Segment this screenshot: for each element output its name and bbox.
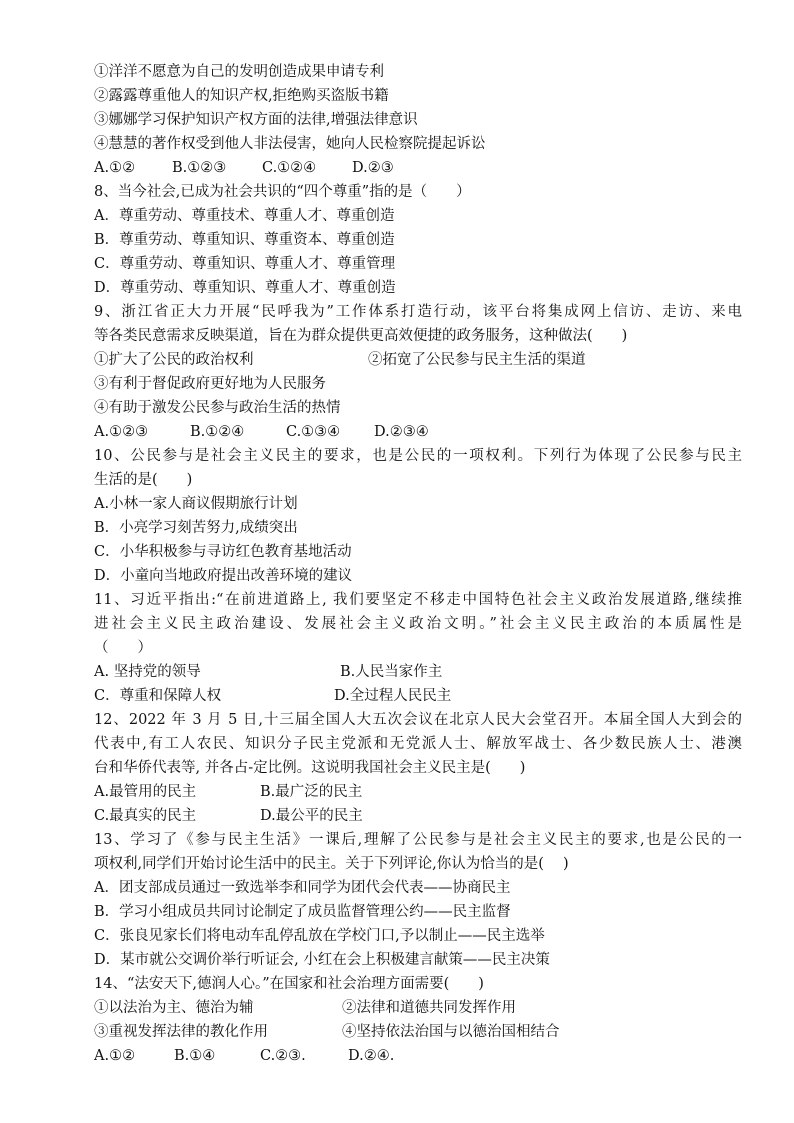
q10-option-d: D．小童向当地政府提出改善环境的建议 xyxy=(94,568,353,584)
q11-stem-line1: 11、习近平指出:“在前进道路上, 我们要坚定不移走中国特色社会主义政治发展道路,继续推 xyxy=(94,592,742,608)
q9-choice-b: B.①②④ xyxy=(190,424,245,440)
q14-choice-b: B.①④ xyxy=(174,1048,216,1064)
q8-option-b: B．尊重劳动、尊重知识、尊重资本、尊重创造 xyxy=(94,232,395,248)
q11-option-c: C．尊重和保障人权 xyxy=(94,688,222,704)
q13-stem-line2: 项权利,同学们开始讨论生活中的民主。关于下列评论,你认为恰当的是( ) xyxy=(94,856,569,872)
q7-choice-a: A.①② xyxy=(94,160,136,176)
q7-choices xyxy=(94,158,394,178)
q13-option-a: A．团支部成员通过一致选举李和同学为团代会代表——协商民主 xyxy=(94,880,511,896)
q10-option-b: B．小亮学习刻苦努力,成绩突出 xyxy=(94,520,298,536)
q8-option-a: A．尊重劳动、尊重技术、尊重人才、尊重创造 xyxy=(94,208,395,224)
q7-choice-d: D.②③ xyxy=(352,160,394,176)
q9-option-1: ①扩大了公民的政治权利 xyxy=(94,352,254,368)
q9-option-3: ③有利于督促政府更好地为人民服务 xyxy=(94,376,326,392)
q14-option-row2 xyxy=(94,1022,560,1042)
q8-option-c: C．尊重劳动、尊重知识、尊重人才、尊重管理 xyxy=(94,256,396,272)
q8-stem: 8、当今社会,已成为社会共识的“四个尊重”指的是（ ） xyxy=(94,184,471,200)
q9-stem-line1: 9、浙江省正大力开展“民呼我为”工作体系打造行动，该平台将集成网上信访、走访、来电 xyxy=(94,304,742,320)
q14-choice-c: C.②③. xyxy=(260,1048,306,1064)
q9-choice-a: A.①②③ xyxy=(94,424,149,440)
q14-option-3: ③重视发挥法律的教化作用 xyxy=(94,1024,268,1040)
q9-choice-c: C.①③④ xyxy=(286,424,341,440)
q11-options-row1 xyxy=(94,662,442,682)
q8-option-d: D．尊重劳动、尊重知识、尊重人才、尊重创造 xyxy=(94,280,396,296)
q14-stem: 14、“法安天下,德润人心。”在国家和社会治理方面需要( ) xyxy=(94,976,484,992)
q9-option-4: ④有助于激发公民参与政治生活的热情 xyxy=(94,400,341,416)
q7-option-3: ③娜娜学习保护知识产权方面的法律,增强法律意识 xyxy=(94,112,418,128)
q12-stem-line2: 代表中,有工人农民、知识分子民主党派和无党派人士、解放军战士、各少数民族人士、港澳 xyxy=(94,736,742,752)
q10-stem-line1: 10、公民参与是社会主义民主的要求，也是公民的一项权利。下列行为体现了公民参与民主 xyxy=(94,448,742,464)
q14-choice-a: A.①② xyxy=(94,1048,136,1064)
q13-stem-line1: 13、学习了《参与民主生活》一课后,理解了公民参与是社会主义民主的要求,也是公民的一 xyxy=(94,832,742,848)
q11-stem-line3: （ ） xyxy=(94,640,152,656)
q9-option-row1 xyxy=(94,350,586,370)
q9-choices xyxy=(94,422,429,442)
q13-option-c: C．张良见家长们将电动车乱停乱放在学校门口,予以制止——民主选举 xyxy=(94,928,545,944)
q12-stem-line3: 台和华侨代表等, 并各占-定比例。这说明我国社会主义民主是( ) xyxy=(94,760,526,776)
q11-option-d: D.全过程人民民主 xyxy=(334,688,452,704)
q14-option-1: ①以法治为主、德治为辅 xyxy=(94,1000,254,1016)
q7-option-1: ①洋洋不愿意为自己的发明创造成果申请专利 xyxy=(94,64,384,80)
q7-option-4: ④慧慧的著作权受到他人非法侵害，她向人民检察院提起诉讼 xyxy=(94,136,486,152)
q14-choices xyxy=(94,1046,394,1066)
q12-option-a: A.最管用的民主 xyxy=(94,784,197,800)
q14-option-2: ②法律和道德共同发挥作用 xyxy=(342,1000,516,1016)
q12-option-c: C.最真实的民主 xyxy=(94,808,197,824)
q13-option-b: B．学习小组成员共同讨论制定了成员监督管理公约——民主监督 xyxy=(94,904,511,920)
q7-option-2: ②露露尊重他人的知识产权,拒绝购买盗版书籍 xyxy=(94,88,389,104)
q13-option-d: D．某市就公交调价举行听证会, 小红在会上积极建言献策——民主决策 xyxy=(94,952,550,968)
q12-option-b: B.最广泛的民主 xyxy=(260,784,363,800)
q10-stem-line2: 生活的是( ) xyxy=(94,472,193,488)
q9-option-2: ②拓宽了公民参与民主生活的渠道 xyxy=(368,352,586,368)
q12-stem-line1: 12、2022 年 3 月 5 日,十三届全国人大五次会议在北京人民大会堂召开。本届全国人大到会的 xyxy=(94,712,742,728)
q11-options-row2 xyxy=(94,686,451,706)
q10-option-a: A.小林一家人商议假期旅行计划 xyxy=(94,496,298,512)
q12-option-d: D.最公平的民主 xyxy=(260,808,363,824)
q11-stem-line2: 进社会主义民主政治建设、发展社会主义政治文明。”社会主义民主政治的本质属性是 xyxy=(94,616,742,632)
q14-option-4: ④坚持依法治国与以德治国相结合 xyxy=(342,1024,560,1040)
q14-choice-d: D.②④. xyxy=(348,1048,395,1064)
q7-choice-b: B.①②③ xyxy=(172,160,227,176)
q7-choice-c: C.①②④ xyxy=(262,160,317,176)
q14-option-row1 xyxy=(94,998,516,1018)
q9-choice-d: D.②③④ xyxy=(374,424,429,440)
q11-option-b: B.人民当家作主 xyxy=(340,664,443,680)
q12-options-row1 xyxy=(94,782,362,802)
q11-option-a: A. 坚持党的领导 xyxy=(94,664,201,680)
q10-option-c: C．小华积极参与寻访红色教育基地活动 xyxy=(94,544,352,560)
q12-options-row2 xyxy=(94,806,363,826)
q9-stem-line2: 等各类民意需求反映渠道，旨在为群众提供更高效便捷的政务服务，这种做法( ) xyxy=(94,328,628,344)
